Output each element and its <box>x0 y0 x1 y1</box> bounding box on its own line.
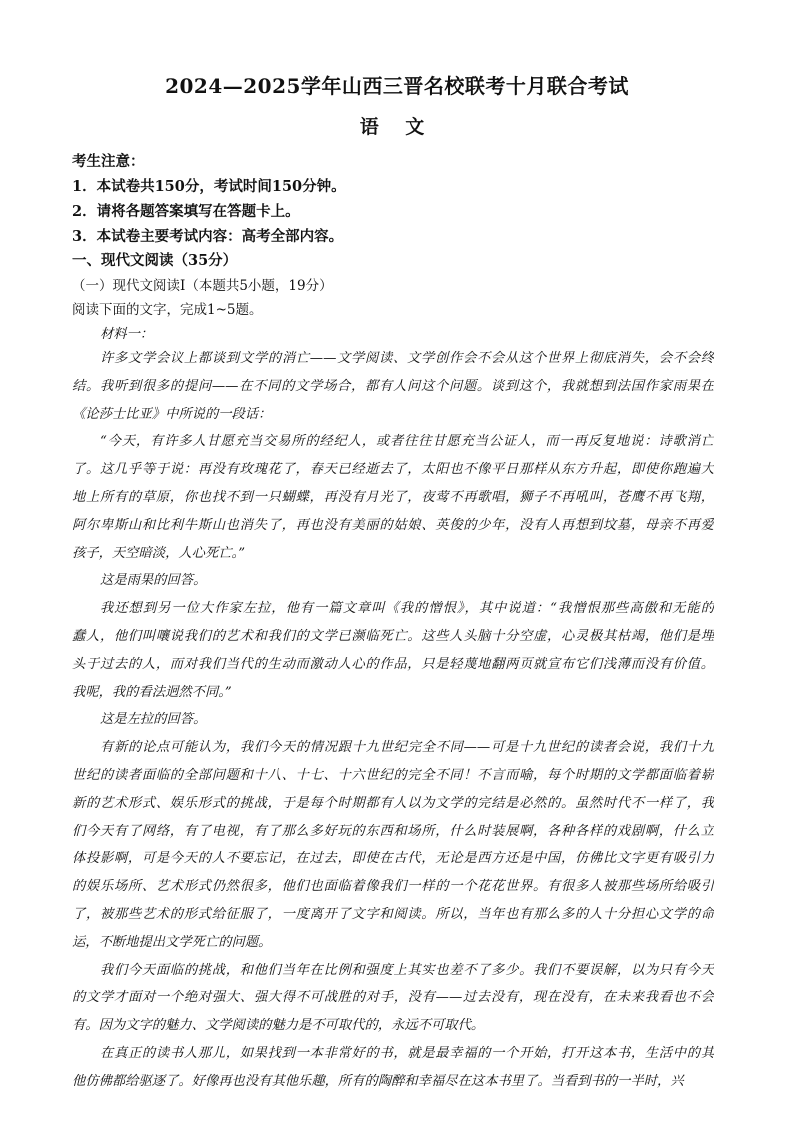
exam-title: 2024—2025学年山西三晋名校联考十月联合考试 <box>165 74 629 98</box>
passage-line: 孩子，天空暗淡，人心死亡。” <box>72 545 246 561</box>
passage-paragraph <box>72 428 714 567</box>
notice-item-1: 1．本试卷共150分，考试时间150分钟。 <box>72 178 346 195</box>
passage-line: 我呢，我的看法迥然不同。” <box>72 684 232 700</box>
passage-line: 的娱乐场所、艺术形式仍然很多，他们也面临着像我们一样的一个花花世界。有很多人被那些场所给吸引 <box>72 879 714 895</box>
passage-line: “今天，有许多人甘愿充当交易所的经纪人，或者往往甘愿充当公证人，而一再反复地说：诗歌消亡 <box>100 434 714 450</box>
passage-line: 了，被那些艺术的形式给征服了，一度离开了文字和阅读。所以，当年也有那么多的人十分担心文学的命 <box>72 906 714 922</box>
passage-line: 有新的论点可能认为，我们今天的情况跟十九世纪完全不同——可是十九世纪的读者会说，我们十九 <box>100 740 714 756</box>
passage-line: 他仿佛都给驱逐了。好像再也没有其他乐趣，所有的陶醉和幸福尽在这本书里了。当看到书的一半时，兴 <box>72 1073 684 1089</box>
passage-paragraph <box>72 706 714 734</box>
passage-line: 在真正的读书人那儿，如果找到一本非常好的书，就是最幸福的一个开始，打开这本书，生活中的其 <box>100 1046 714 1061</box>
passage-line: 《论莎士比亚》中所说的一段话： <box>72 406 272 422</box>
passage-paragraph <box>72 345 714 428</box>
notice-heading: 考生注意： <box>72 153 145 170</box>
passage-line: 结。我听到很多的提问——在不同的文学场合，都有人问这个问题。谈到这个，我就想到法国作家雨果在 <box>72 378 714 394</box>
passage-paragraph <box>72 734 714 956</box>
subject-title: 语 文 <box>359 116 435 138</box>
notice-item-2: 2．请将各题答案填写在答题卡上。 <box>72 203 300 220</box>
passage-line: 的文学才面对一个绝对强大、强大得不可战胜的对手，没有——过去没有，现在没有，在未来我看也不会 <box>72 990 714 1006</box>
passage-line: 新的艺术形式、娱乐形式的挑战，于是每个时期都有人以为文学的完结是必然的。虽然时代不一样了，我 <box>72 795 714 811</box>
subsection-title: （一）现代文阅读Ⅰ（本题共5小题，19分） <box>72 278 333 294</box>
passage-line: 了。这几乎等于说：再没有玫瑰花了，春天已经逝去了，太阳也不像平日那样从东方升起，即使你跑遍大 <box>72 462 714 478</box>
passage-line: 这是雨果的回答。 <box>100 573 207 589</box>
passage-line: 体投影啊，可是今天的人不要忘记，在过去，即使在古代，无论是西方还是中国，仿佛比文字更有吸引力 <box>72 851 714 867</box>
notice-item-3: 3．本试卷主要考试内容：高考全部内容。 <box>72 228 344 245</box>
passage-line: 阿尔卑斯山和比利牛斯山也消失了，再也没有美丽的姑娘、英俊的少年，没有人再想到坟墓，母亲不再爱 <box>72 517 714 533</box>
passage-line: 世纪的读者面临的全部问题和十八、十七、十六世纪的完全不同！不言而喻，每个时期的文学都面临着崭 <box>72 767 714 783</box>
material-label: 材料一： <box>100 327 154 342</box>
passage-line: 运，不断地提出文学死亡的问题。 <box>72 934 272 950</box>
passage-line: 许多文学会议上都谈到文学的消亡——文学阅读、文学创作会不会从这个世界上彻底消失，会不会终 <box>100 351 714 366</box>
passage-line: 有。因为文字的魅力、文学阅读的魅力是不可取代的，永远不可取代。 <box>72 1018 485 1034</box>
passage-paragraph <box>72 567 714 595</box>
passage-paragraph <box>72 1040 714 1096</box>
passage-paragraph <box>72 595 714 706</box>
passage-line: 我们今天面临的挑战，和他们当年在比例和强度上其实也差不了多少。我们不要误解，以为只有今天 <box>100 962 714 978</box>
passage-line: 我还想到另一位大作家左拉，他有一篇文章叫《我的憎恨》，其中说道：“我憎恨那些高傲和无能的 <box>100 601 714 617</box>
passage-paragraph <box>72 957 714 1040</box>
passage-line: 蠢人，他们叫嚷说我们的艺术和我们的文学已濒临死亡。这些人头脑十分空虚，心灵极其枯竭，他们是埋 <box>72 628 714 644</box>
passage-line: 这是左拉的回答。 <box>100 712 207 728</box>
instruction-text: 阅读下面的文字，完成1~5题。 <box>72 302 263 318</box>
section-title: 一、现代文阅读（35分） <box>72 252 238 269</box>
passage-line: 们今天有了网络，有了电视，有了那么多好玩的东西和场所，什么时装展啊，各种各样的戏剧啊，什么立 <box>72 823 714 839</box>
passage-line: 头于过去的人，而对我们当代的生动而激动人心的作品，只是轻蔑地翻两页就宣布它们浅薄而没有价值。 <box>72 656 714 672</box>
passage-line: 地上所有的草原，你也找不到一只蝴蝶，再没有月光了，夜莺不再歌唱，狮子不再吼叫，苍鹰不再飞翔， <box>72 489 714 505</box>
